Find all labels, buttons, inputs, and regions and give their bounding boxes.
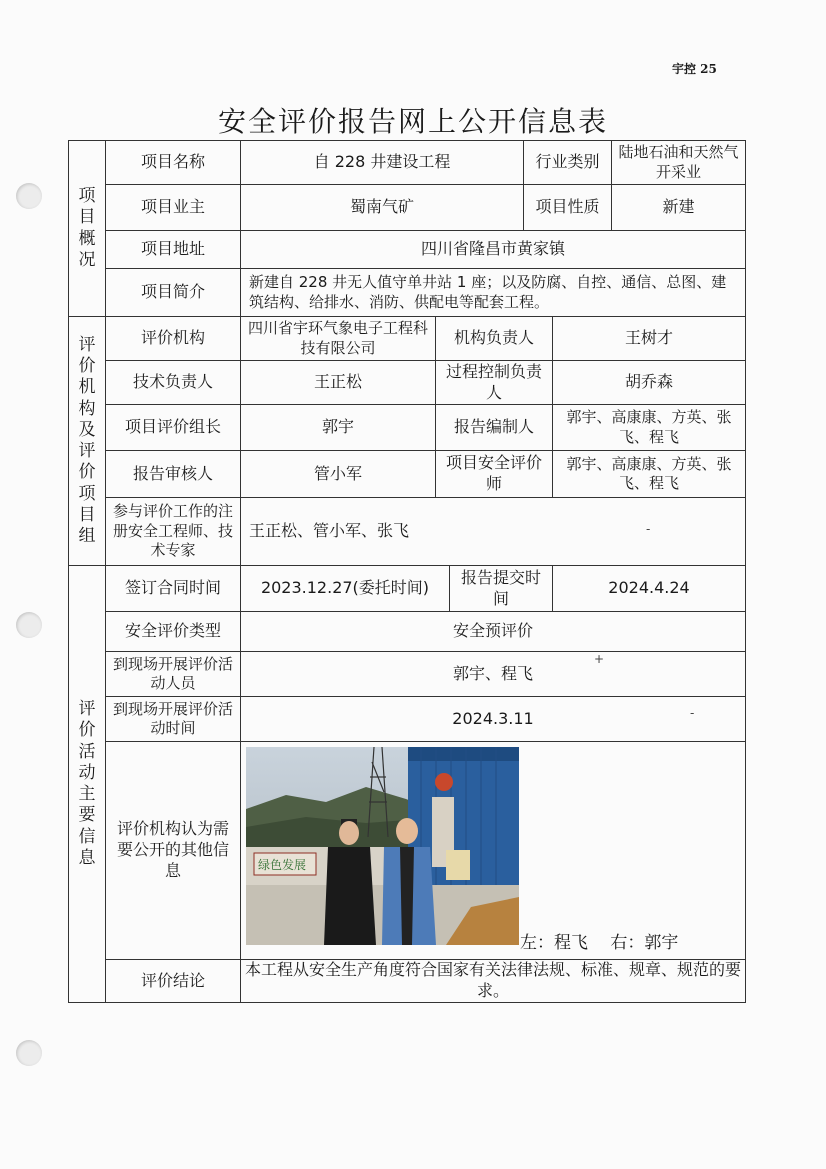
section-char: 构 — [78, 398, 96, 419]
agency-label: 评价机构 — [105, 316, 240, 360]
brief-value: 新建自 228 井无人值守单井站 1 座；以及防腐、自控、通信、总图、建筑结构、给排水、消防、供配电等配套工程。 — [240, 268, 745, 316]
section-char: 项 — [78, 483, 96, 504]
eval-type-label: 安全评价类型 — [105, 611, 240, 651]
contract-label: 签订合同时间 — [105, 565, 240, 611]
conclusion-value: 本工程从安全生产角度符合国家有关法律法规、标准、规章、规范的要求。 — [240, 959, 745, 1002]
conclusion-label: 评价结论 — [105, 959, 240, 1002]
nature-value: 新建 — [611, 184, 745, 230]
section-char: 要 — [78, 805, 96, 826]
section-char: 机 — [78, 377, 96, 398]
stray-mark: - — [646, 522, 651, 536]
site-photo — [246, 747, 519, 945]
section-char: 及 — [78, 419, 96, 440]
experts-label: 参与评价工作的注册安全工程师、技术专家 — [105, 497, 240, 565]
table-bottom-border — [68, 1002, 746, 1003]
section-char: 价 — [78, 720, 96, 741]
punch-hole — [16, 612, 42, 638]
section-char: 评 — [78, 334, 96, 355]
stray-mark: + — [594, 652, 605, 666]
compiler-value: 郭宇、高康康、方英、张飞、程飞 — [552, 404, 745, 450]
owner-label: 项目业主 — [105, 184, 240, 230]
other-info-label: 评价机构认为需要公开的其他信息 — [105, 741, 240, 959]
section-char: 况 — [78, 249, 96, 270]
section-char: 信 — [78, 826, 96, 847]
onsite-people-label: 到现场开展评价活动人员 — [105, 651, 240, 696]
document-code: 宇控 25 — [672, 62, 717, 76]
agency-head-value: 王树才 — [552, 316, 745, 360]
section-char: 活 — [78, 741, 96, 762]
punch-hole — [16, 1040, 42, 1066]
section-org-team — [68, 316, 105, 565]
leader-value: 郭宇 — [240, 404, 435, 450]
punch-hole — [16, 183, 42, 209]
reviewer-value: 管小军 — [240, 450, 435, 497]
owner-value: 蜀南气矿 — [240, 184, 523, 230]
nature-label: 项目性质 — [523, 184, 611, 230]
section-char: 动 — [78, 762, 96, 783]
section-char: 息 — [78, 847, 96, 868]
section-char: 价 — [78, 462, 96, 483]
submit-label: 报告提交时间 — [449, 565, 552, 611]
onsite-people-value: 郭宇、程飞 — [240, 651, 745, 696]
section-activities — [68, 565, 105, 1002]
section-char: 评 — [78, 441, 96, 461]
process-head-value: 胡乔森 — [552, 360, 745, 404]
table-right-border — [745, 140, 746, 1002]
section-char: 评 — [78, 699, 96, 719]
section-overview — [68, 140, 105, 316]
stray-mark: - — [690, 706, 695, 720]
section-char: 主 — [78, 784, 96, 804]
section-char: 目 — [78, 207, 96, 228]
industry-label: 行业类别 — [523, 140, 611, 184]
project-name-label: 项目名称 — [105, 140, 240, 184]
address-value: 四川省隆昌市黄家镇 — [240, 230, 745, 268]
industry-value: 陆地石油和天然气开采业 — [611, 140, 745, 184]
photo-caption: 左：程飞 右：郭宇 — [520, 933, 679, 953]
contract-value: 2023.12.27(委托时间) — [240, 565, 449, 611]
onsite-time-value: 2024.3.11 — [240, 696, 745, 741]
section-char: 概 — [78, 228, 96, 249]
eval-type-value: 安全预评价 — [240, 611, 745, 651]
leader-label: 项目评价组长 — [105, 404, 240, 450]
tech-head-value: 王正松 — [240, 360, 435, 404]
photo-sign-text: 绿色发展 — [258, 858, 307, 872]
process-head-label: 过程控制负责人 — [435, 360, 552, 404]
project-name-value: 自 228 井建设工程 — [240, 140, 523, 184]
section-char: 价 — [78, 356, 96, 376]
section-char: 项 — [78, 186, 96, 206]
agency-head-label: 机构负责人 — [435, 316, 552, 360]
section-char: 组 — [78, 526, 96, 546]
agency-value: 四川省宇环气象电子工程科技有限公司 — [240, 316, 435, 360]
safety-evaluator-label: 项目安全评价师 — [435, 450, 552, 497]
experts-value: 王正松、管小军、张飞 — [240, 497, 745, 565]
page-title: 安全评价报告网上公开信息表 — [217, 105, 608, 138]
submit-value: 2024.4.24 — [552, 565, 745, 611]
safety-evaluator-value: 郭宇、高康康、方英、张飞、程飞 — [552, 450, 745, 497]
onsite-time-label: 到现场开展评价活动时间 — [105, 696, 240, 741]
section-char: 目 — [78, 504, 96, 525]
reviewer-label: 报告审核人 — [105, 450, 240, 497]
compiler-label: 报告编制人 — [435, 404, 552, 450]
brief-label: 项目简介 — [105, 268, 240, 316]
address-label: 项目地址 — [105, 230, 240, 268]
tech-head-label: 技术负责人 — [105, 360, 240, 404]
